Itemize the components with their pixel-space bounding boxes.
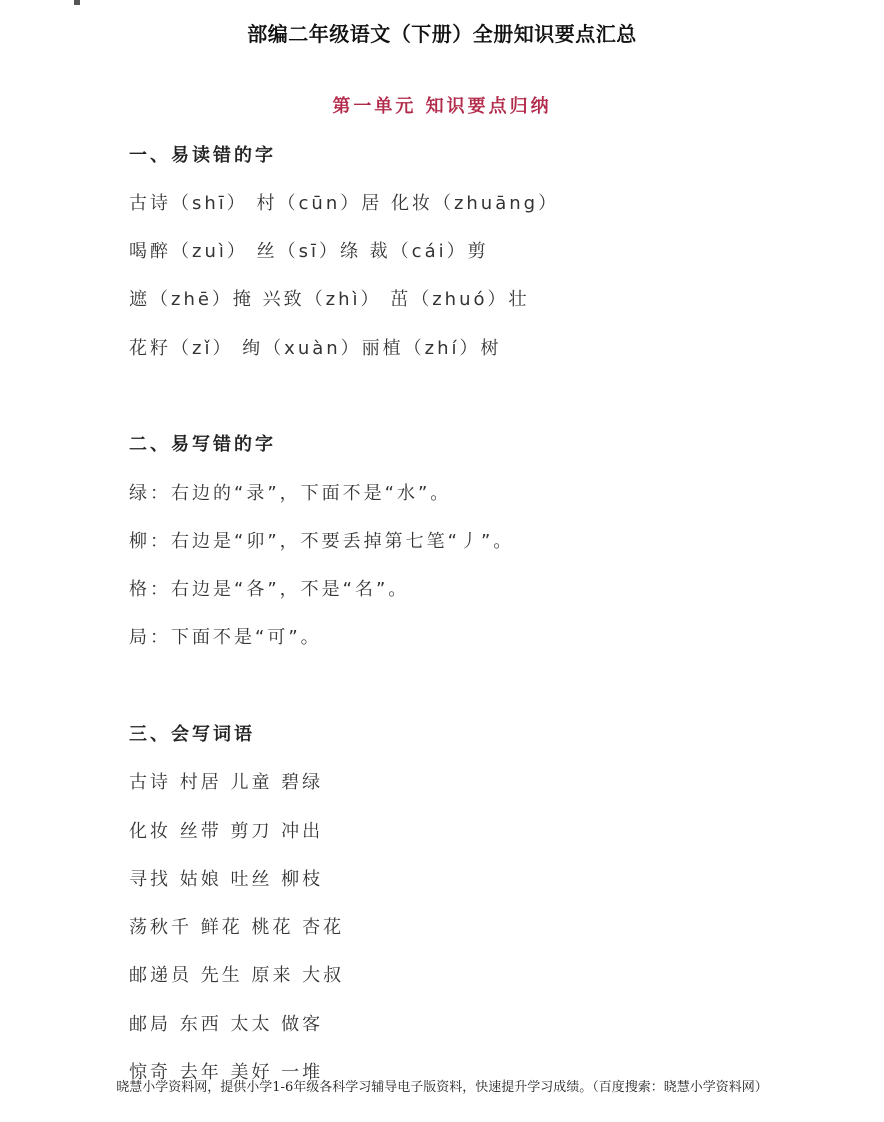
list-item: 寻找 姑娘 吐丝 柳枝 xyxy=(129,869,324,890)
list-item: 遮（zhē）掩 兴致（zhì） 茁（zhuó）壮 xyxy=(129,289,530,310)
list-item: 荡秋千 鲜花 桃花 杏花 xyxy=(129,917,345,938)
unit-title: 第一单元 知识要点归纳 xyxy=(332,96,552,117)
list-item: 格：右边是“各”，不是“名”。 xyxy=(129,579,410,600)
list-item: 邮递员 先生 原来 大叔 xyxy=(129,965,345,986)
list-item: 化妆 丝带 剪刀 冲出 xyxy=(129,821,324,842)
list-item: 局：下面不是“可”。 xyxy=(129,627,322,648)
list-item: 绿：右边的“录”，下面不是“水”。 xyxy=(129,483,452,504)
list-item: 古诗（shī） 村（cūn）居 化妆（zhuāng） xyxy=(129,193,560,214)
document-title: 部编二年级语文（下册）全册知识要点汇总 xyxy=(247,22,637,46)
list-item: 惊奇 去年 美好 一堆 xyxy=(129,1062,324,1083)
list-item: 喝醉（zuì） 丝（sī）绦 裁（cái）剪 xyxy=(129,241,489,262)
section-heading-vocabulary: 三、会写词语 xyxy=(129,724,255,745)
list-item: 花籽（zǐ） 绚（xuàn）丽植（zhí）树 xyxy=(129,338,502,359)
section-heading-misread-chars: 一、易读错的字 xyxy=(129,145,276,166)
list-item: 邮局 东西 太太 做客 xyxy=(129,1014,324,1035)
header-mark xyxy=(74,0,80,5)
section-heading-miswritten-chars: 二、易写错的字 xyxy=(129,434,276,455)
list-item: 古诗 村居 儿童 碧绿 xyxy=(129,772,324,793)
list-item: 柳：右边是“卯”，不要丢掉第七笔“丿”。 xyxy=(129,531,515,552)
page-footer: 晓慧小学资料网，提供小学1-6年级各科学习辅导电子版资料，快速提升学习成绩。（百度搜索：晓慧小学资料网） xyxy=(116,1080,768,1095)
